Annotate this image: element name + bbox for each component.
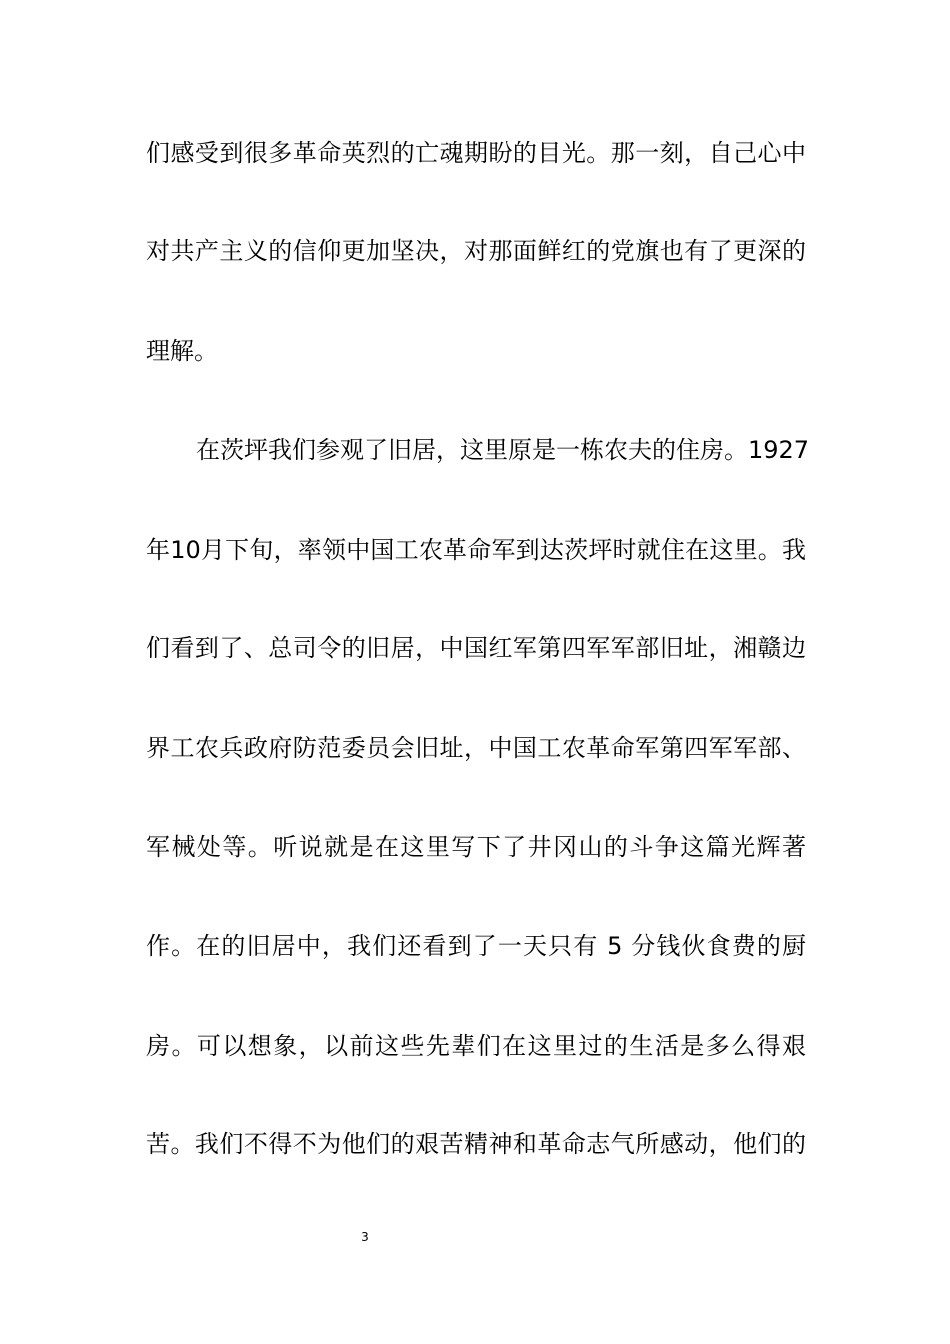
text-line: 房。可以想象，以前这些先辈们在这里过的生活是多么得艰 (146, 1032, 806, 1060)
text-line: 军械处等。听说就是在这里写下了井冈山的斗争这篇光辉著 (146, 833, 806, 861)
text-line: 年10月下旬，率领中国工农革命军到达茨坪时就住在这里。我 (146, 536, 806, 564)
text-line: 对共产主义的信仰更加坚决，对那面鲜红的党旗也有了更深的 (146, 237, 806, 265)
text-line: 作。在的旧居中，我们还看到了一天只有 5 分钱伙食费的厨 (146, 932, 806, 960)
paragraph-first-line: 在茨坪我们参观了旧居，这里原是一栋农夫的住房。1927 (196, 436, 810, 464)
text-line: 们看到了、总司令的旧居，中国红军第四军军部旧址，湘赣边 (146, 634, 806, 662)
text-line: 界工农兵政府防范委员会旧址，中国工农革命军第四军军部、 (146, 734, 806, 762)
page-number: 3 (361, 1230, 369, 1244)
text-line: 们感受到很多革命英烈的亡魂期盼的目光。那一刻，自己心中 (146, 139, 806, 167)
text-line: 苦。我们不得不为他们的艰苦精神和革命志气所感动，他们的 (146, 1130, 806, 1158)
text-line: 理解。 (146, 337, 218, 365)
